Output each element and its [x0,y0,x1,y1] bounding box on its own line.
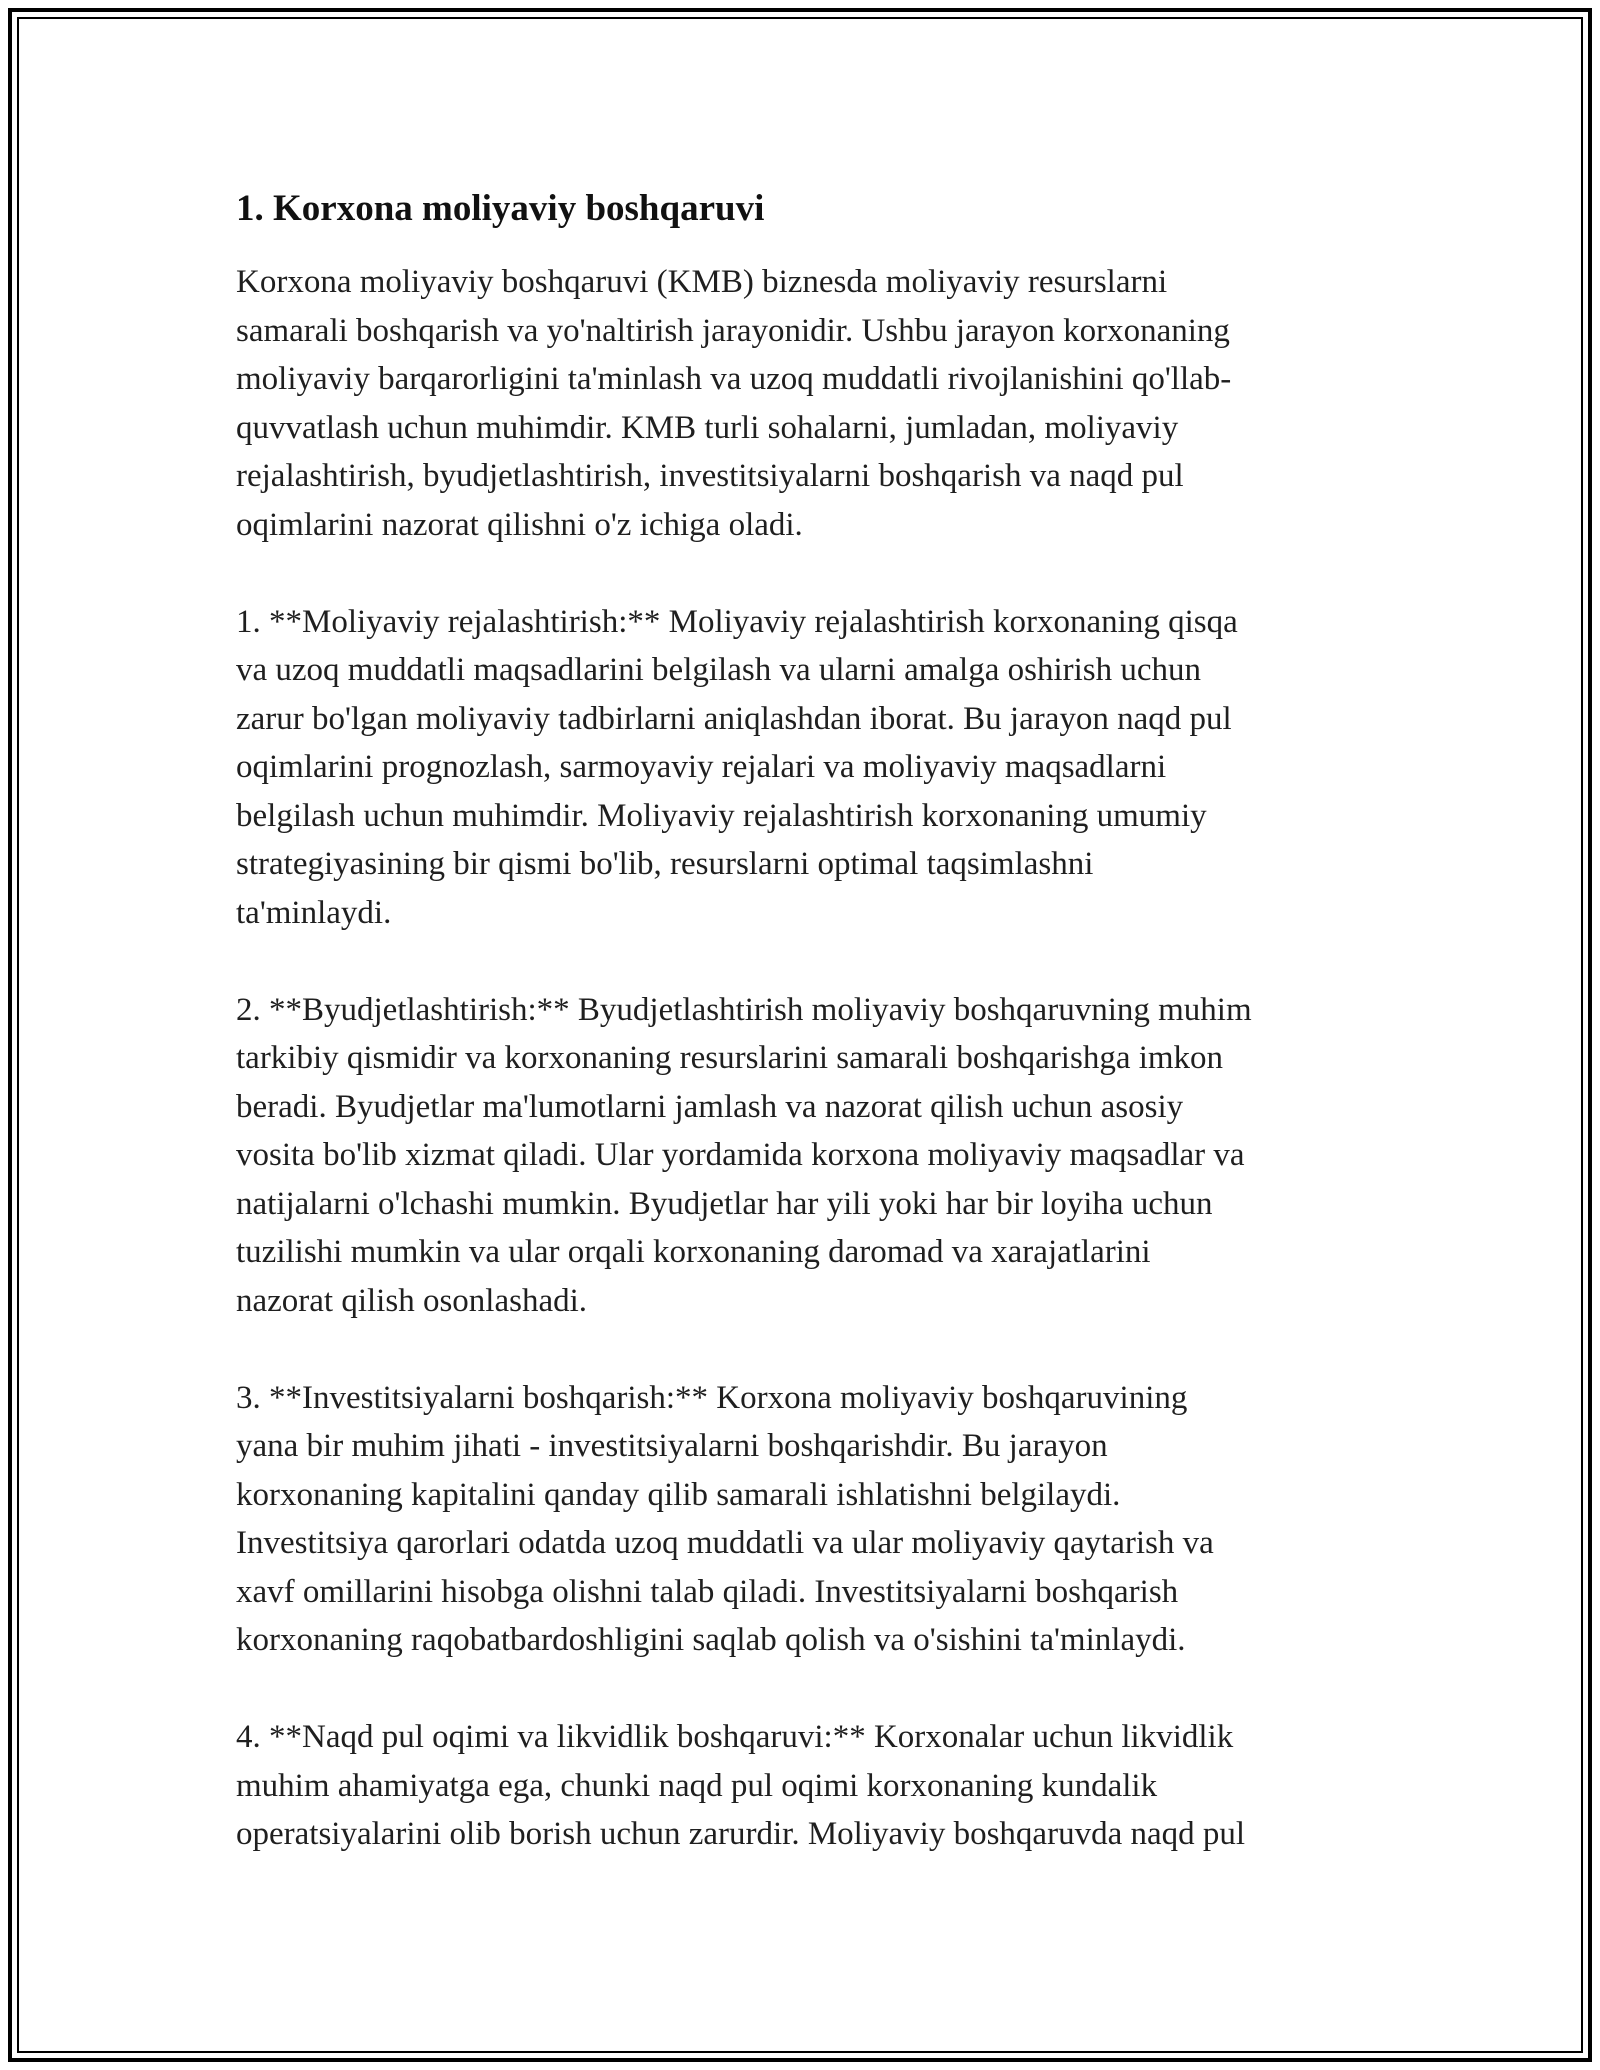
text-line: natijalarni o'lchashi mumkin. Byudjetlar har yili yoki har bir loyiha uchun [236,1185,1213,1222]
text-line: zarur bo'lgan moliyaviy tadbirlarni aniqlashdan iborat. Bu jarayon naqd pul [236,700,1232,737]
text-line: Investitsiya qarorlari odatda uzoq muddatli va ular moliyaviy qaytarish va [236,1525,1214,1561]
text-line: ta'minlaydi. [236,894,392,931]
text-line: quvvatlash uchun muhimdir. KMB turli sohalarni, jumladan, moliyaviy [236,409,1179,446]
text-line: korxonaning kapitalini qanday qilib samarali ishlatishni belgilaydi. [236,1476,1121,1513]
text-line: tuzilishi mumkin va ular orqali korxonaning daromad va xarajatlarini [236,1234,1151,1270]
text-line: belgilash uchun muhimdir. Moliyaviy rejalashtirish korxonaning umumiy [236,797,1207,834]
text-line: korxonaning raqobatbardoshligini saqlab qolish va o'sishini ta'minlaydi. [236,1622,1186,1658]
text-line: tarkibiy qismidir va korxonaning resurslarini samarali boshqarishga imkon [236,1040,1224,1076]
text-line: yana bir muhim jihati - investitsiyalarni boshqarishdir. Bu jarayon [236,1428,1108,1464]
section-heading: 1. Korxona moliyaviy boshqaruvi [236,188,765,229]
text-line: oqimlarini nazorat qilishni o'z ichiga oladi. [236,506,803,543]
text-line: vosita bo'lib xizmat qiladi. Ular yordamida korxona moliyaviy maqsadlar va [236,1137,1245,1173]
text-line: beradi. Byudjetlar ma'lumotlarni jamlash va nazorat qilish uchun asosiy [236,1088,1184,1125]
text-line: samarali boshqarish va yo'naltirish jarayonidir. Ushbu jarayon korxonaning [236,312,1230,349]
text-line: muhim ahamiyatga ega, chunki naqd pul oqimi korxonaning kundalik [236,1767,1158,1804]
text-line: 2. **Byudjetlashtirish:** Byudjetlashtirish moliyaviy boshqaruvning muhim [236,991,1252,1028]
list-item-paragraph [236,986,1376,1326]
list-item-paragraph [236,1713,1376,1859]
text-line: 4. **Naqd pul oqimi va likvidlik boshqaruvi:** Korxonalar uchun likvidlik [236,1719,1234,1755]
text-line: xavf omillarini hisobga olishni talab qiladi. Investitsiyalarni boshqarish [236,1573,1179,1610]
text-line: 3. **Investitsiyalarni boshqarish:** Korxona moliyaviy boshqaruvining [236,1379,1188,1416]
text-line: nazorat qilish osonlashadi. [236,1282,588,1319]
intro-paragraph [236,258,1376,549]
document-body [236,186,1376,1907]
text-line: strategiyasining bir qismi bo'lib, resurslarni optimal taqsimlashni [236,846,1094,882]
text-line: va uzoq muddatli maqsadlarini belgilash va ularni amalga oshirish uchun [236,652,1202,688]
text-line: moliyaviy barqarorligini ta'minlash va uzoq muddatli rivojlanishini qo'llab- [236,361,1232,397]
text-line: Korxona moliyaviy boshqaruvi (KMB) biznesda moliyaviy resurslarni [236,264,1168,300]
text-line: operatsiyalarini olib borish uchun zarurdir. Moliyaviy boshqaruvda naqd pul [236,1816,1246,1852]
text-line: oqimlarini prognozlash, sarmoyaviy rejalari va moliyaviy maqsadlarni [236,749,1167,785]
text-line: 1. **Moliyaviy rejalashtirish:** Moliyaviy rejalashtirish korxonaning qisqa [236,603,1238,640]
list-item-paragraph [236,598,1376,938]
list-item-paragraph [236,1374,1376,1665]
text-line: rejalashtirish, byudjetlashtirish, investitsiyalarni boshqarish va naqd pul [236,458,1184,494]
